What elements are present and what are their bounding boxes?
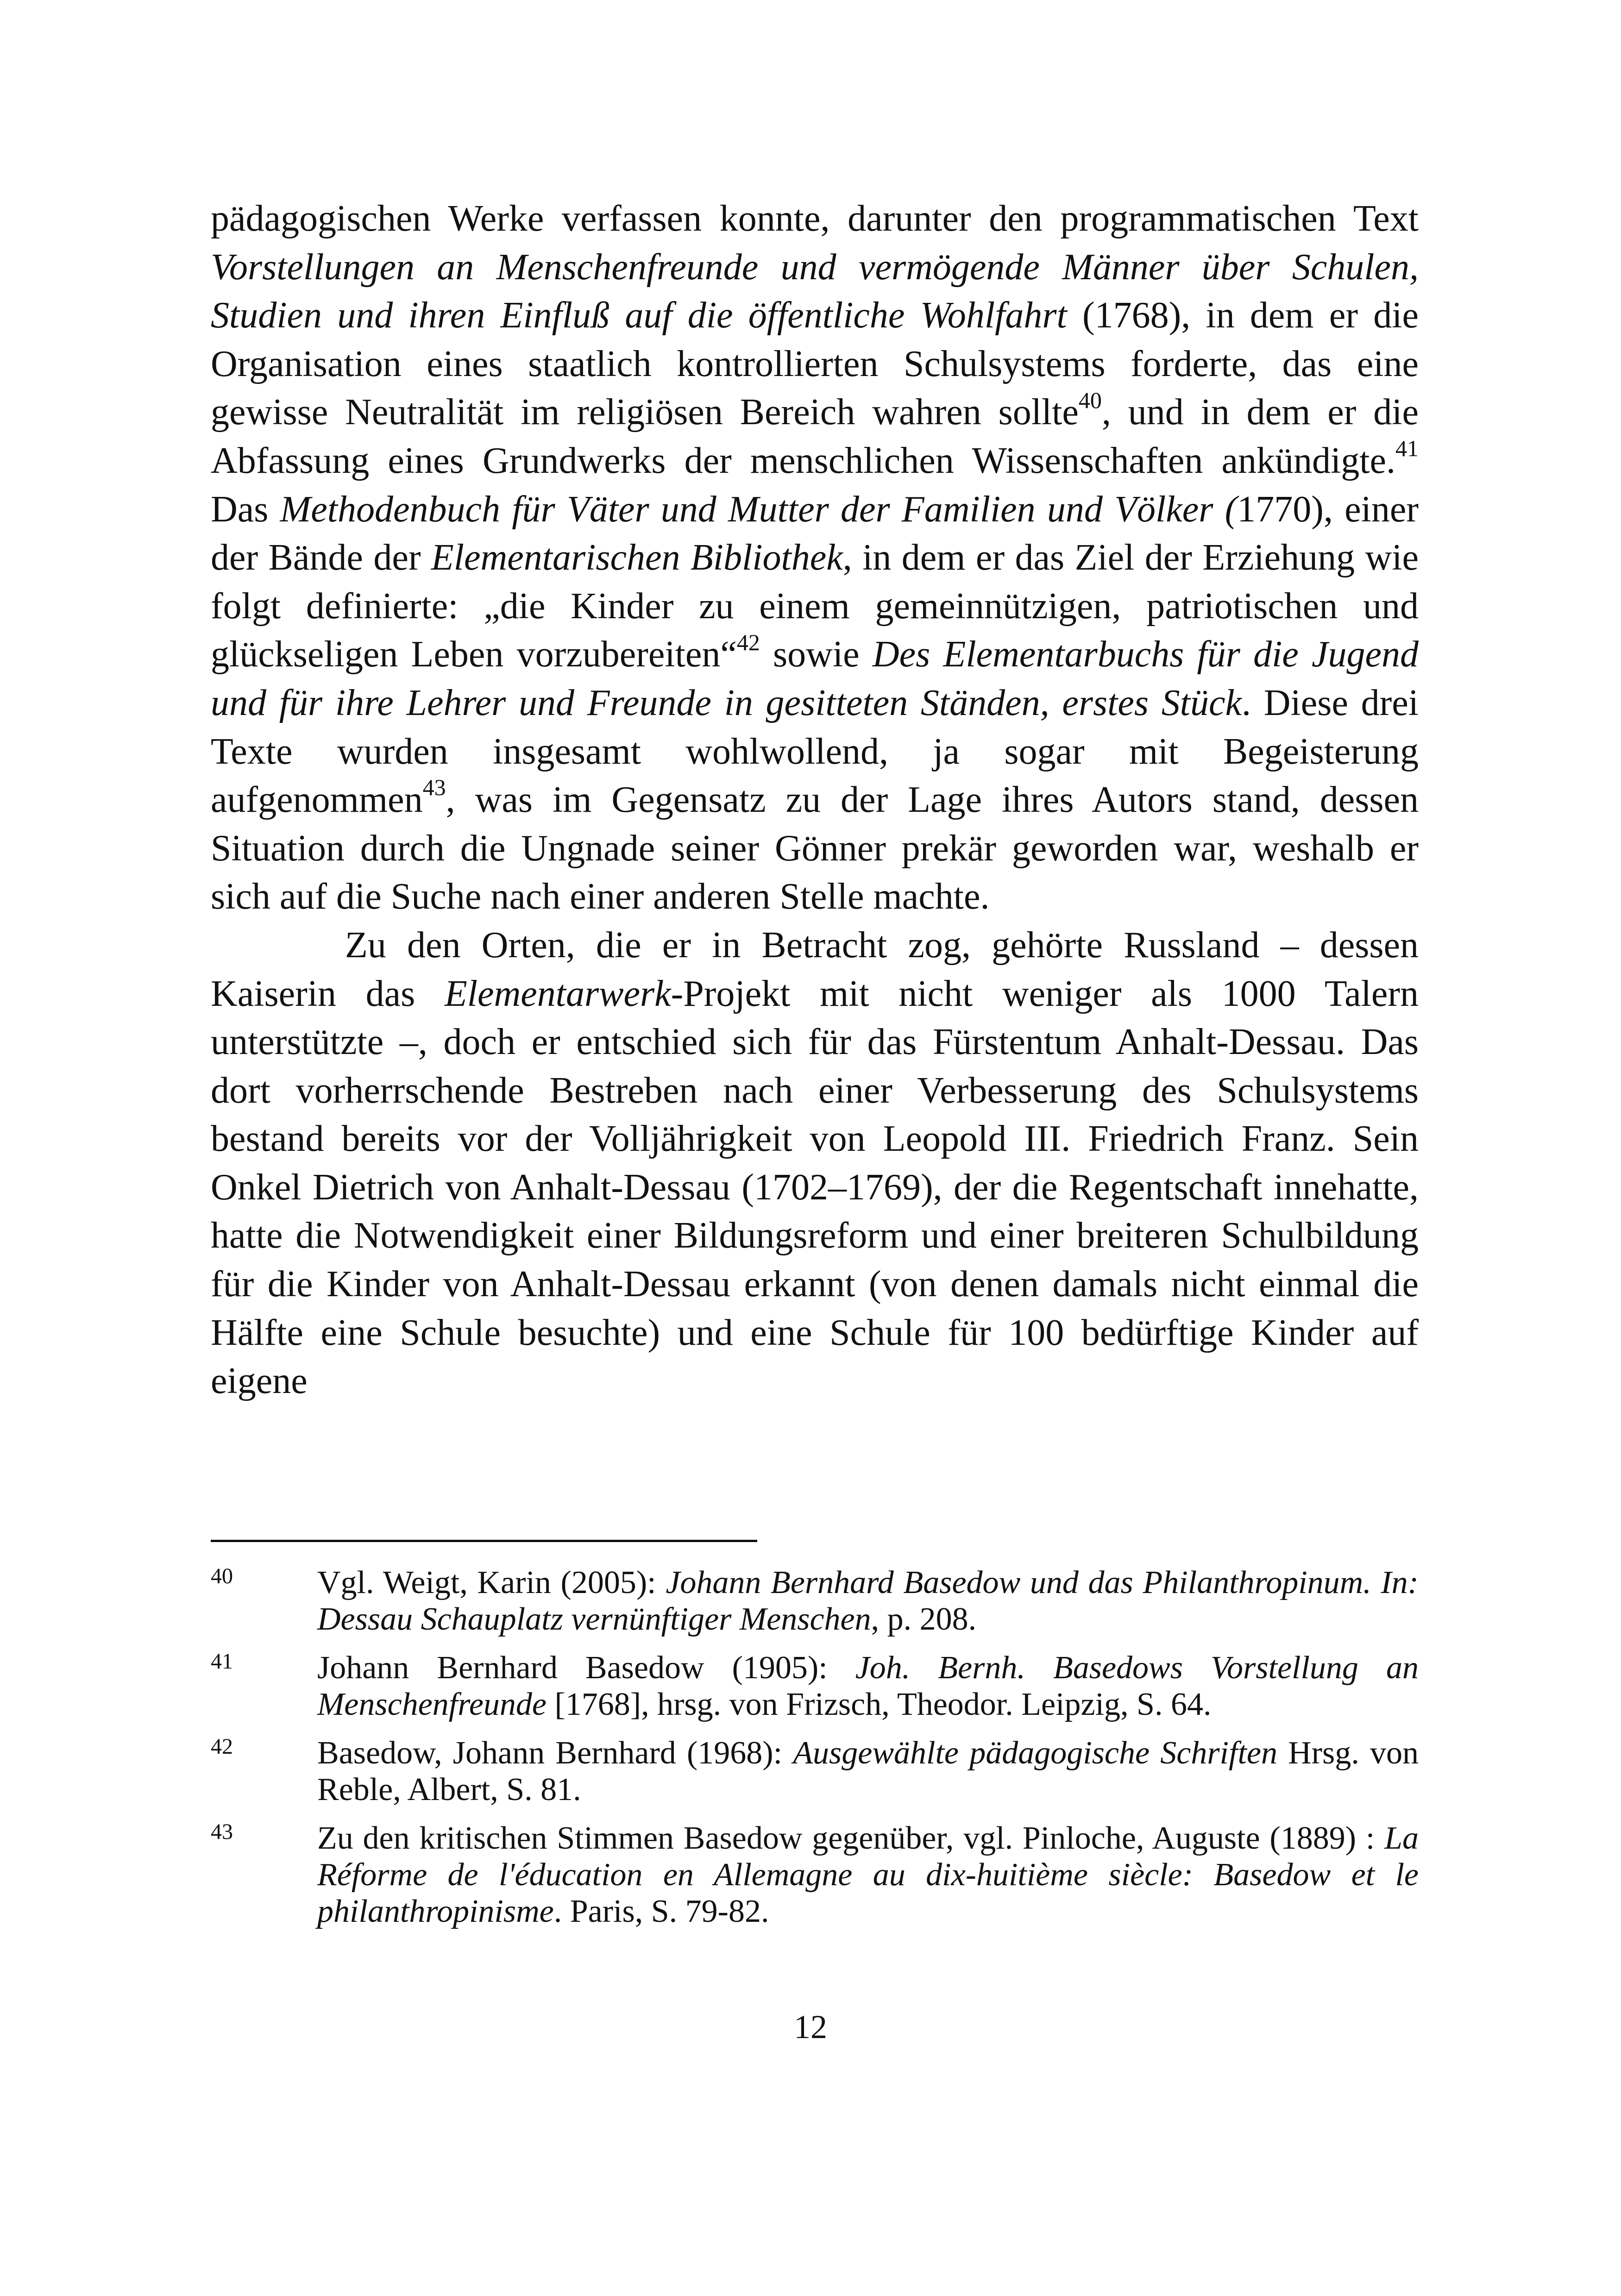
- footnote-reference: 43: [422, 774, 446, 801]
- footnote-text: [317, 1564, 1419, 1637]
- footnote-42: [211, 1735, 1419, 1808]
- footnote-separator: [211, 1540, 757, 1542]
- text-run: Hrsg. von Reble, Albert, S. 81.: [317, 1735, 1419, 1807]
- text-run: pädagogischen Werke verfassen konnte, darunter den programmatischen Text: [211, 198, 1419, 239]
- text-run: Das: [211, 489, 280, 530]
- footnote-number: 42: [211, 1734, 233, 1759]
- text-run: , in dem er das Ziel der Erziehung wie folgt definierte: „die Kinder zu einem gemeinnützigen, patriotischen und glückseligen Leben vorzubereiten“: [211, 537, 1419, 675]
- footnote-text: [317, 1820, 1419, 1930]
- italic-title: Ausgewählte pädagogische Schriften: [793, 1735, 1277, 1771]
- footnote-number: 41: [211, 1649, 233, 1674]
- italic-title: Elementarischen Bibliothek: [431, 537, 843, 578]
- text-run: , und in dem er die Abfassung eines Grundwerks der menschlichen Wissenschaften ankündigte.: [211, 392, 1419, 481]
- text-run: 1770), einer der Bände der: [211, 489, 1419, 578]
- italic-title: La Réforme de l'éducation en Allemagne au dix-huitième siècle: Basedow et le philanthropinisme: [317, 1820, 1419, 1929]
- paragraph-1: [211, 194, 1419, 921]
- text-run: Zu den kritischen Stimmen Basedow gegenüber, vgl. Pinloche, Auguste (1889) :: [317, 1820, 1385, 1856]
- footnote-reference: 41: [1395, 435, 1419, 462]
- text-run: , p. 208.: [871, 1601, 977, 1637]
- italic-title: Elementarwerk: [444, 973, 671, 1014]
- footnote-41: [211, 1650, 1419, 1723]
- main-text: [211, 194, 1419, 1405]
- page-number: 12: [794, 2008, 827, 2045]
- text-run: Zu den Orten, die er in Betracht zog, gehörte Russland – dessen Kaiserin das: [211, 924, 1419, 1014]
- footnote-reference: 42: [736, 629, 760, 655]
- italic-title: Johann Bernhard Basedow und das Philanthropinum. In: Dessau Schauplatz vernünftiger Menschen: [317, 1565, 1419, 1637]
- italic-title: Methodenbuch für Väter und Mutter der Familien und Völker (: [280, 489, 1238, 530]
- italic-title: Joh. Bernh. Basedows Vorstellung an Menschenfreunde: [317, 1650, 1419, 1722]
- footnote-number: 40: [211, 1564, 233, 1588]
- paragraph-2: [211, 921, 1419, 1405]
- footnote-text: [317, 1650, 1419, 1723]
- text-run: , was im Gegensatz zu der Lage ihres Autors stand, dessen Situation durch die Ungnade seiner Gönner prekär geworden war, weshalb er sich auf die Suche nach einer anderen Stelle machte.: [211, 779, 1419, 917]
- text-run: sowie: [760, 634, 873, 675]
- italic-title: Des Elementarbuchs für die Jugend und für ihre Lehrer und Freunde in gesitteten Ständen, erstes Stück: [211, 634, 1419, 723]
- text-run: . Diese drei Texte wurden insgesamt wohlwollend, ja sogar mit Begeisterung aufgenommen: [211, 682, 1419, 821]
- text-run: -Projekt mit nicht weniger als 1000 Talern unterstützte –, doch er entschied sich für das Fürstentum Anhalt-Dessau. Das dort vorherrschende Bestreben nach einer Verbesserung des Schulsystems bestand bereits vor der Volljährigkeit von Leopold III. Friedrich Franz. Sein Onkel Dietrich von Anhalt-Dessau (1702–1769), der die Regentschaft innehatte, hatte die Notwendigkeit einer Bildungsreform und einer breiteren Schulbildung für die Kinder von Anhalt-Dessau erkannt (von denen damals nicht einmal die Hälfte eine Schule besuchte) und eine Schule für 100 bedürftige Kinder auf eigene: [211, 973, 1419, 1402]
- text-run: [1768], hrsg. von Frizsch, Theodor. Leipzig, S. 64.: [547, 1687, 1212, 1722]
- footnotes: [211, 1564, 1419, 1942]
- footnote-reference: 40: [1078, 387, 1102, 413]
- text-run: Basedow, Johann Bernhard (1968):: [317, 1735, 793, 1771]
- footnote-number: 43: [211, 1819, 233, 1844]
- footnote-40: [211, 1564, 1419, 1637]
- italic-title: Vorstellungen an Menschenfreunde und vermögende Männer über Schulen, Studien und ihren Einfluß auf die öffentliche Wohlfahrt: [211, 246, 1419, 336]
- footnote-text: [317, 1735, 1419, 1808]
- text-run: Vgl. Weigt, Karin (2005):: [317, 1565, 666, 1600]
- text-run: Johann Bernhard Basedow (1905):: [317, 1650, 855, 1686]
- footnote-43: [211, 1820, 1419, 1930]
- text-run: (1768), in dem er die Organisation eines staatlich kontrollierten Schulsystems forderte, das eine gewisse Neutralität im religiösen Bereich wahren sollte: [211, 295, 1419, 433]
- text-run: . Paris, S. 79-82.: [553, 1894, 769, 1929]
